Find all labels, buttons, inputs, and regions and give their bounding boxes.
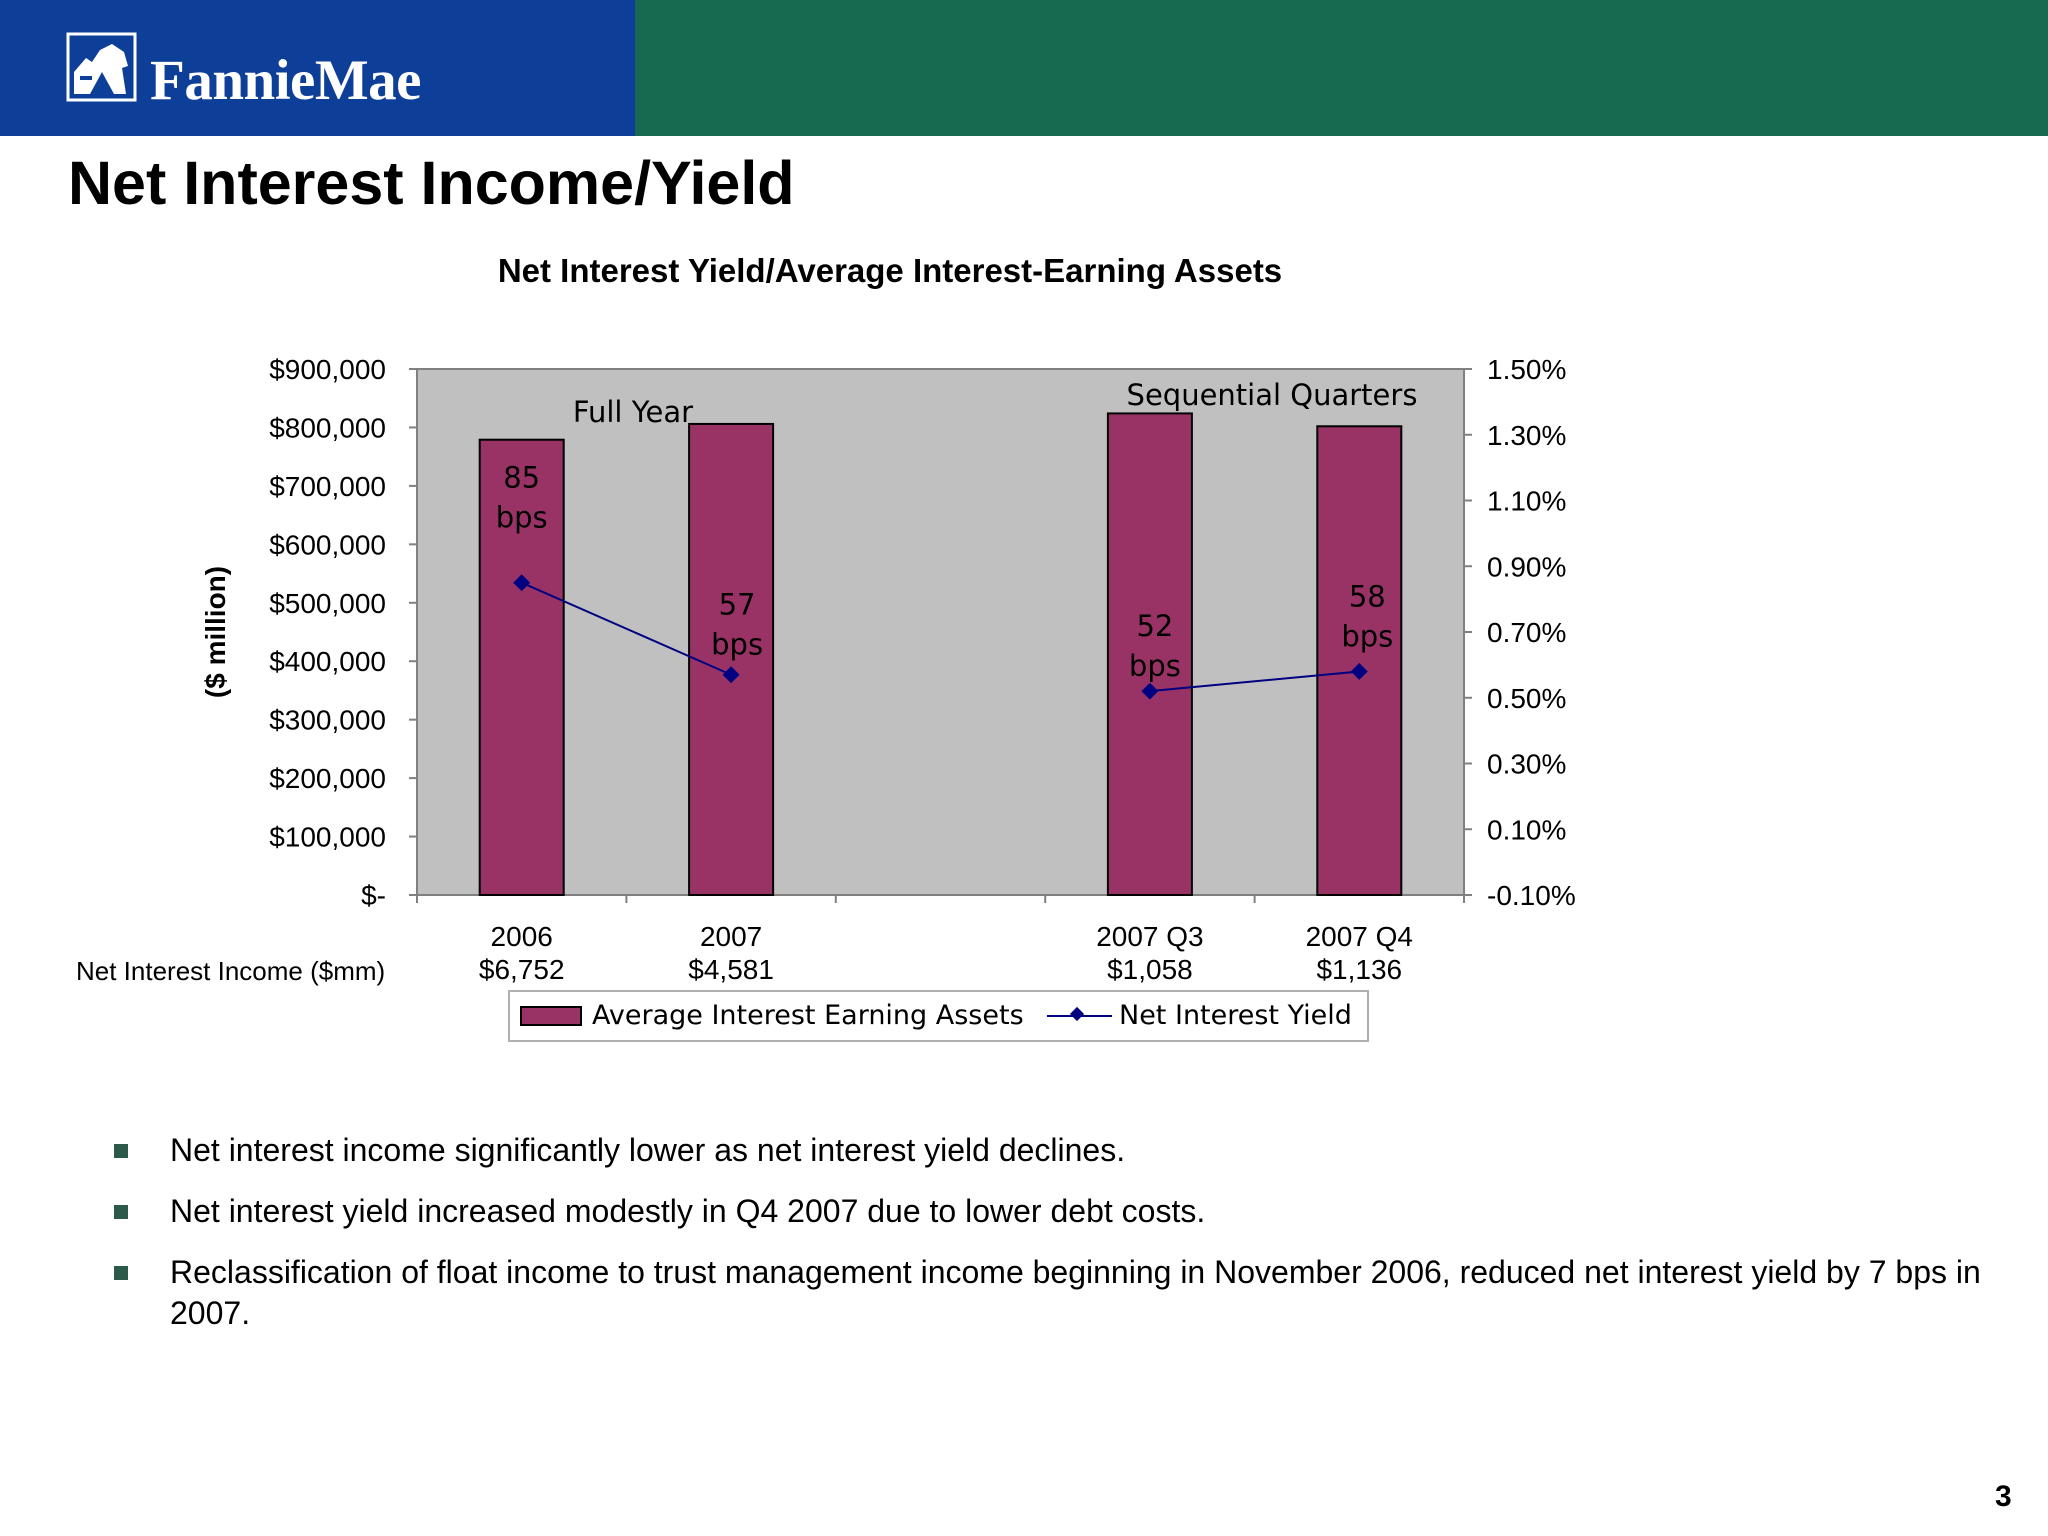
bullet-text: Reclassification of float income to trust management income beginning in November 2006, reduced net interest yield by 7 bps in 2007. <box>170 1254 1981 1331</box>
legend-label-assets: Average Interest Earning Assets <box>592 1000 1024 1031</box>
right-tick-label: 0.50% <box>1487 682 1567 714</box>
legend-bar-swatch <box>521 1007 581 1025</box>
yield-label-unit: bps <box>1341 619 1394 654</box>
yield-label-unit: bps <box>495 500 548 535</box>
left-tick-label: $- <box>361 880 386 911</box>
nii-value: $6,752 <box>478 954 565 985</box>
bullet-square-icon <box>114 1266 128 1280</box>
page-title: Net Interest Income/Yield <box>68 149 795 217</box>
chart-title: Net Interest Yield/Average Interest-Earning Assets <box>497 252 1283 289</box>
nii-row-label: Net Interest Income ($mm) <box>76 956 386 986</box>
nii-value: $4,581 <box>688 954 774 985</box>
left-tick-label: $300,000 <box>269 704 386 736</box>
section-label-full-year: Full Year <box>572 395 694 429</box>
bullet-list <box>110 1130 1990 1354</box>
bullet-text: Net interest income significantly lower as net interest yield declines. <box>170 1132 1126 1168</box>
yield-label-value: 58 <box>1348 579 1386 614</box>
legend <box>509 991 1368 1041</box>
right-tick-label: 1.30% <box>1487 419 1567 451</box>
yield-label-value: 85 <box>503 460 541 495</box>
right-tick-label: 0.90% <box>1487 551 1567 583</box>
x-tick-label: 2007 Q3 <box>1096 921 1204 952</box>
right-tick-label: 0.10% <box>1487 814 1567 846</box>
bar <box>1317 426 1401 895</box>
nii-value: $1,058 <box>1107 954 1193 985</box>
right-tick-label: 0.30% <box>1487 748 1567 780</box>
left-tick-label: $500,000 <box>269 587 386 619</box>
x-tick-label: 2007 Q4 <box>1305 921 1414 952</box>
right-tick-label: 1.50% <box>1487 354 1567 385</box>
left-tick-label: $600,000 <box>269 529 386 561</box>
section-label-sequential-quarters: Sequential Quarters <box>1126 378 1418 412</box>
bullet-square-icon <box>114 1144 128 1158</box>
logo-text: FannieMae <box>150 49 421 112</box>
x-tick-label: 2006 <box>490 921 553 952</box>
bullet-item <box>110 1191 1990 1232</box>
left-tick-label: $800,000 <box>269 412 386 444</box>
legend-label-yield: Net Interest Yield <box>1119 1000 1352 1031</box>
bullet-item <box>110 1130 1990 1171</box>
left-tick-label: $400,000 <box>269 646 386 678</box>
nii-value: $1,136 <box>1316 954 1403 985</box>
left-tick-label: $700,000 <box>269 470 386 502</box>
right-tick-label: -0.10% <box>1487 880 1576 911</box>
plot-area <box>417 369 1464 895</box>
x-axis <box>417 895 1464 985</box>
right-tick-label: 0.70% <box>1487 617 1567 648</box>
left-tick-label: $200,000 <box>269 763 386 795</box>
left-tick-label: $900,000 <box>269 354 386 385</box>
bullet-item <box>110 1252 1990 1334</box>
bullet-text: Net interest yield increased modestly in Q4 2007 due to lower debt costs. <box>170 1193 1206 1229</box>
y-axis-label: ($ million) <box>200 565 231 699</box>
left-tick-label: $100,000 <box>269 821 386 853</box>
yield-label-unit: bps <box>711 627 764 662</box>
right-tick-label: 1.10% <box>1487 485 1567 517</box>
yield-label-unit: bps <box>1128 649 1181 684</box>
bullet-square-icon <box>114 1205 128 1219</box>
left-axis <box>269 354 417 911</box>
right-axis <box>1464 354 1576 911</box>
yield-label-value: 57 <box>718 587 756 622</box>
x-tick-label: 2007 <box>699 921 763 952</box>
yield-label-value: 52 <box>1136 609 1174 644</box>
page-number: 3 <box>1995 1480 2012 1513</box>
